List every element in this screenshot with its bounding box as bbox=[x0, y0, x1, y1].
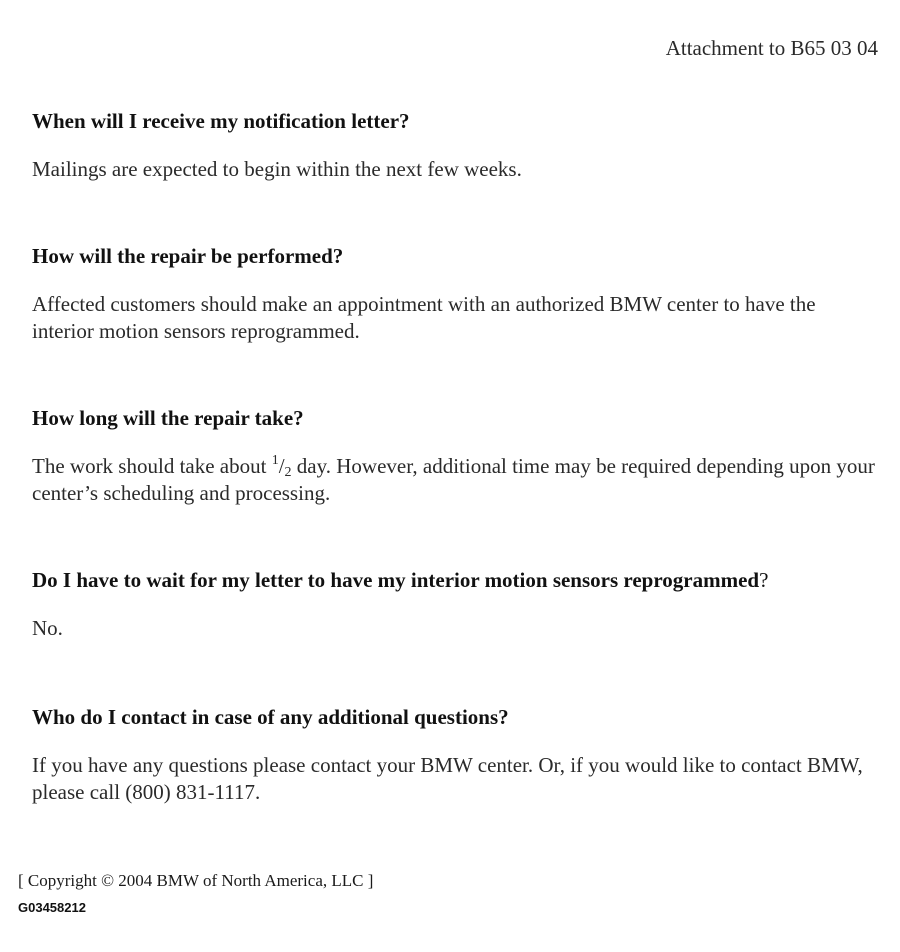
fraction-denominator: 2 bbox=[284, 465, 292, 480]
answer-text-end: day. However, additional time may be required depending upon your center’s scheduling and processing. bbox=[32, 454, 875, 505]
fraction-numerator: 1 bbox=[271, 453, 279, 468]
attachment-reference: Attachment to B65 03 04 bbox=[665, 36, 878, 60]
faq-answer bbox=[32, 453, 882, 507]
copyright-notice: [ Copyright © 2004 BMW of North America, LLC ] bbox=[18, 871, 374, 890]
faq-answer: If you have any questions please contact your BMW center. Or, if you would like to contact BMW, please call (800) 831-1117. bbox=[32, 753, 863, 804]
faq-question bbox=[32, 567, 882, 593]
faq-answer: No. bbox=[32, 616, 63, 640]
faq-question: How will the repair be performed? bbox=[32, 244, 344, 268]
faq-question: Who do I contact in case of any additional questions? bbox=[32, 705, 509, 729]
faq-answer: Affected customers should make an appointment with an authorized BMW center to have the interior motion sensors reprogrammed. bbox=[32, 292, 816, 343]
faq-item bbox=[32, 567, 882, 642]
faq-answer: Mailings are expected to begin within the next few weeks. bbox=[32, 157, 522, 181]
faq-item bbox=[32, 704, 882, 806]
question-mark: ? bbox=[759, 568, 769, 592]
fraction-separator: / bbox=[278, 454, 285, 478]
faq-question: When will I receive my notification letter? bbox=[32, 109, 410, 133]
faq-item bbox=[32, 243, 882, 345]
faq-item bbox=[32, 108, 882, 183]
faq-item bbox=[32, 405, 882, 507]
question-text: Do I have to wait for my letter to have my interior motion sensors reprogrammed bbox=[32, 568, 760, 592]
answer-text-start: The work should take about bbox=[32, 454, 272, 478]
faq-question: How long will the repair take? bbox=[32, 406, 304, 430]
figure-id: G03458212 bbox=[18, 900, 86, 915]
